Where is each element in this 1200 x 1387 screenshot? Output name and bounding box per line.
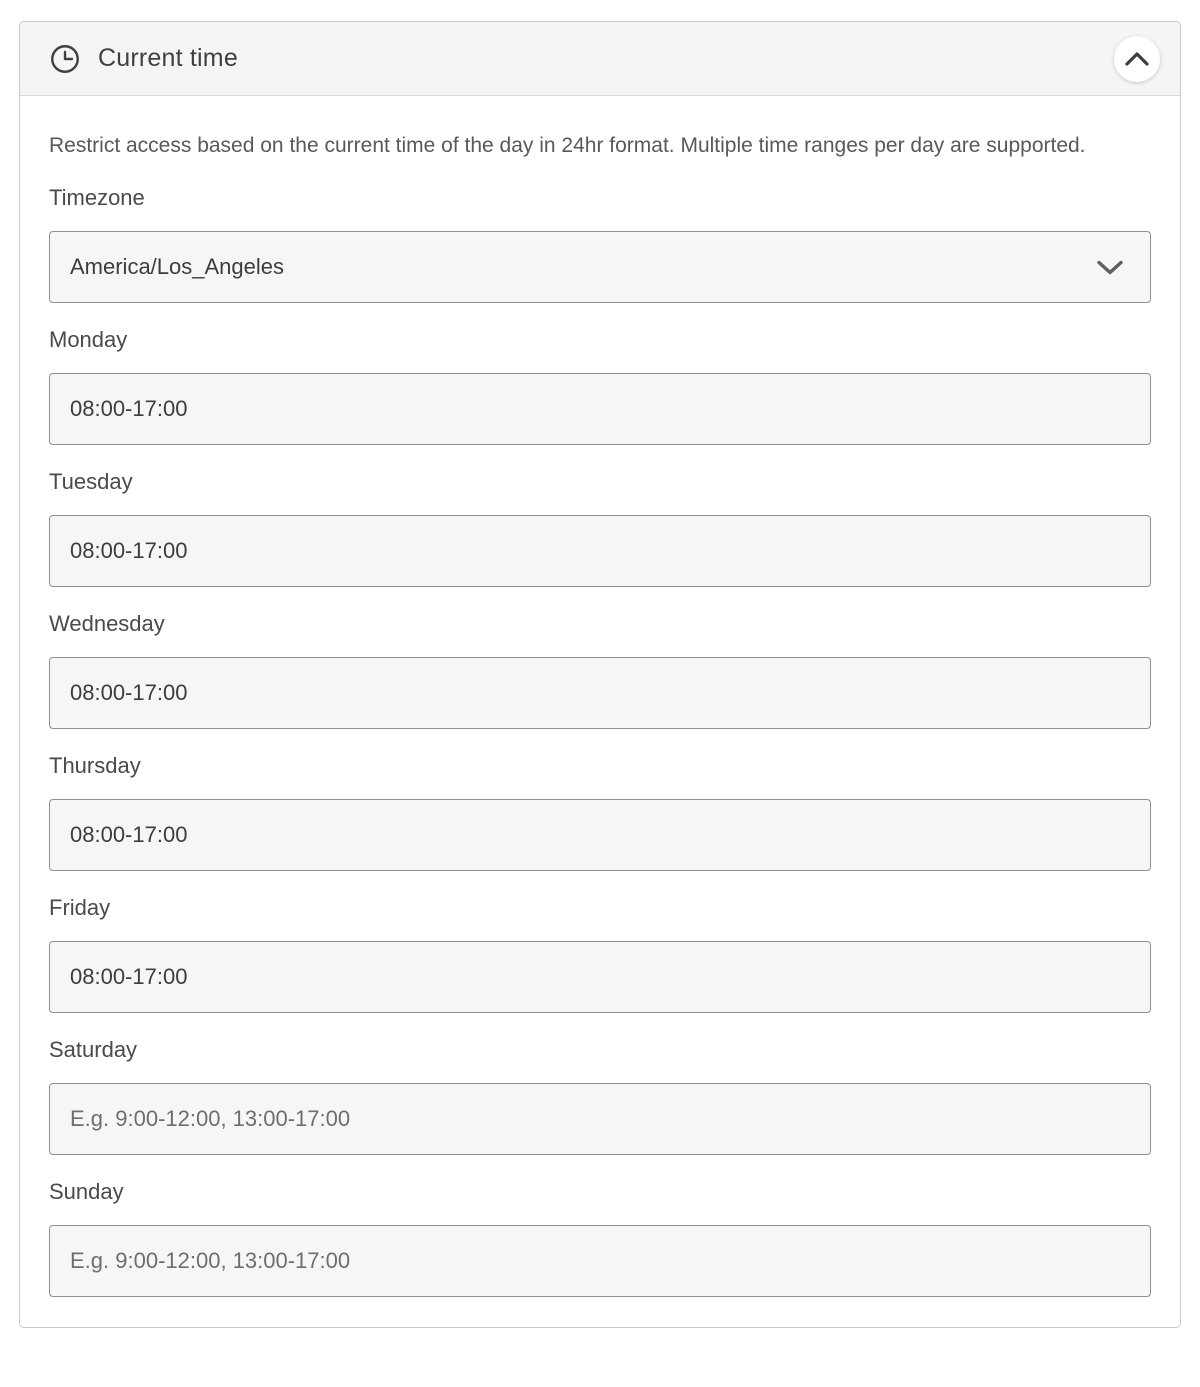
timezone-field [49, 185, 1151, 303]
saturday-input[interactable] [49, 1083, 1151, 1155]
thursday-label: Thursday [49, 753, 141, 778]
panel-title: Current time [98, 44, 238, 72]
sunday-field [49, 1179, 1151, 1297]
sunday-label: Sunday [49, 1179, 124, 1204]
panel-body [20, 96, 1180, 1327]
tuesday-field [49, 469, 1151, 587]
panel-header [20, 22, 1180, 96]
friday-field [49, 895, 1151, 1013]
current-time-panel [19, 21, 1181, 1328]
saturday-label: Saturday [49, 1037, 138, 1062]
saturday-field [49, 1037, 1151, 1155]
thursday-input[interactable] [49, 799, 1151, 871]
collapse-button[interactable] [1114, 36, 1160, 82]
sunday-input[interactable] [49, 1225, 1151, 1297]
wednesday-label: Wednesday [49, 611, 165, 636]
friday-label: Friday [49, 895, 111, 920]
monday-input[interactable] [49, 373, 1151, 445]
monday-label: Monday [49, 327, 128, 352]
wednesday-input[interactable] [49, 657, 1151, 729]
friday-input[interactable] [49, 941, 1151, 1013]
thursday-field [49, 753, 1151, 871]
clock-icon [50, 44, 80, 74]
wednesday-field [49, 611, 1151, 729]
tuesday-label: Tuesday [49, 469, 133, 494]
panel-description: Restrict access based on the current time of the day in 24hr format. Multiple time ranges per day are supported. [49, 134, 1086, 157]
chevron-up-icon [1125, 52, 1149, 66]
timezone-selected-value: America/Los_Angeles [70, 254, 285, 279]
chevron-down-icon [1097, 260, 1123, 275]
monday-field [49, 327, 1151, 445]
tuesday-input[interactable] [49, 515, 1151, 587]
timezone-label: Timezone [49, 185, 145, 210]
timezone-select[interactable] [49, 231, 1151, 303]
